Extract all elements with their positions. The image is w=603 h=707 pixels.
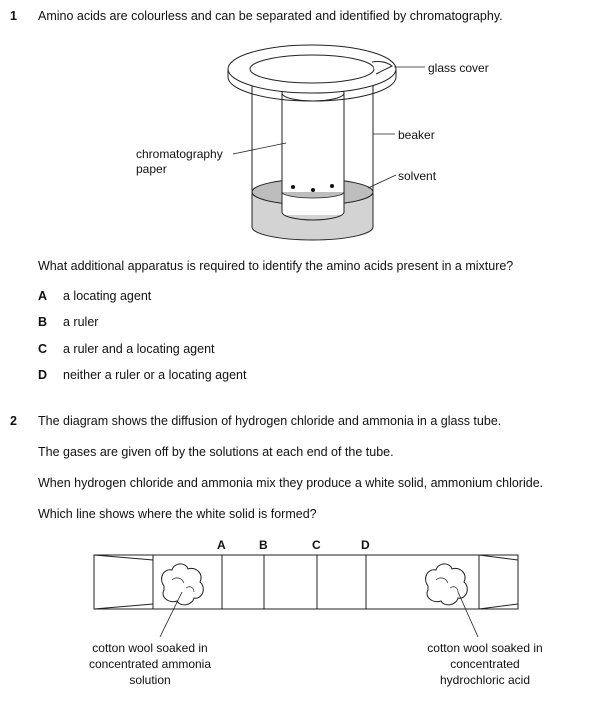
question-1-stem: What additional apparatus is required to identify the amino acids present in a mixture? (38, 259, 514, 273)
ammonia-label-line-2: concentrated ammonia (88, 657, 212, 671)
option-c-letter: C (38, 342, 48, 356)
option-b-text: a ruler (63, 315, 99, 329)
option-a-letter: A (38, 289, 48, 303)
option-d-text: neither a ruler or a locating agent (63, 368, 247, 382)
tube-letter-b: B (259, 538, 268, 552)
tube-letter-c: C (312, 538, 321, 552)
ammonia-label-line-3: solution (129, 673, 171, 687)
tube-letter-d: D (361, 538, 370, 552)
question-2-number: 2 (10, 414, 17, 428)
ammonia-cotton-label (60, 640, 240, 688)
chromatography-paper-label-line2: paper (136, 162, 167, 176)
chromatography-paper-label-line1: chromatography (136, 147, 223, 161)
hcl-label-line-2: concentrated (450, 657, 520, 671)
solvent-label: solvent (398, 169, 437, 183)
glass-cover-label: glass cover (428, 61, 489, 75)
option-a-text: a locating agent (63, 289, 152, 303)
option-d-letter: D (38, 368, 48, 382)
option-c-text: a ruler and a locating agent (63, 342, 215, 356)
tube-letter-a: A (217, 538, 226, 552)
hydrochloric-cotton-label (395, 640, 575, 688)
hcl-label-line-1: cotton wool soaked in (427, 641, 543, 655)
option-b-letter: B (38, 315, 48, 329)
question-1-intro: Amino acids are colourless and can be separated and identified by chromatography. (38, 9, 503, 23)
hcl-label-line-3: hydrochloric acid (439, 673, 531, 687)
question-2-line-3: When hydrogen chloride and ammonia mix they produce a white solid, ammonium chloride. (38, 476, 544, 490)
ammonia-label-line-1: cotton wool soaked in (92, 641, 208, 655)
question-1-number: 1 (10, 9, 17, 23)
beaker-label: beaker (398, 128, 435, 142)
question-2-line-4: Which line shows where the white solid is formed? (38, 507, 317, 521)
question-2-line-1: The diagram shows the diffusion of hydrogen chloride and ammonia in a glass tube. (38, 414, 502, 428)
question-2-line-2: The gases are given off by the solutions at each end of the tube. (38, 445, 394, 459)
